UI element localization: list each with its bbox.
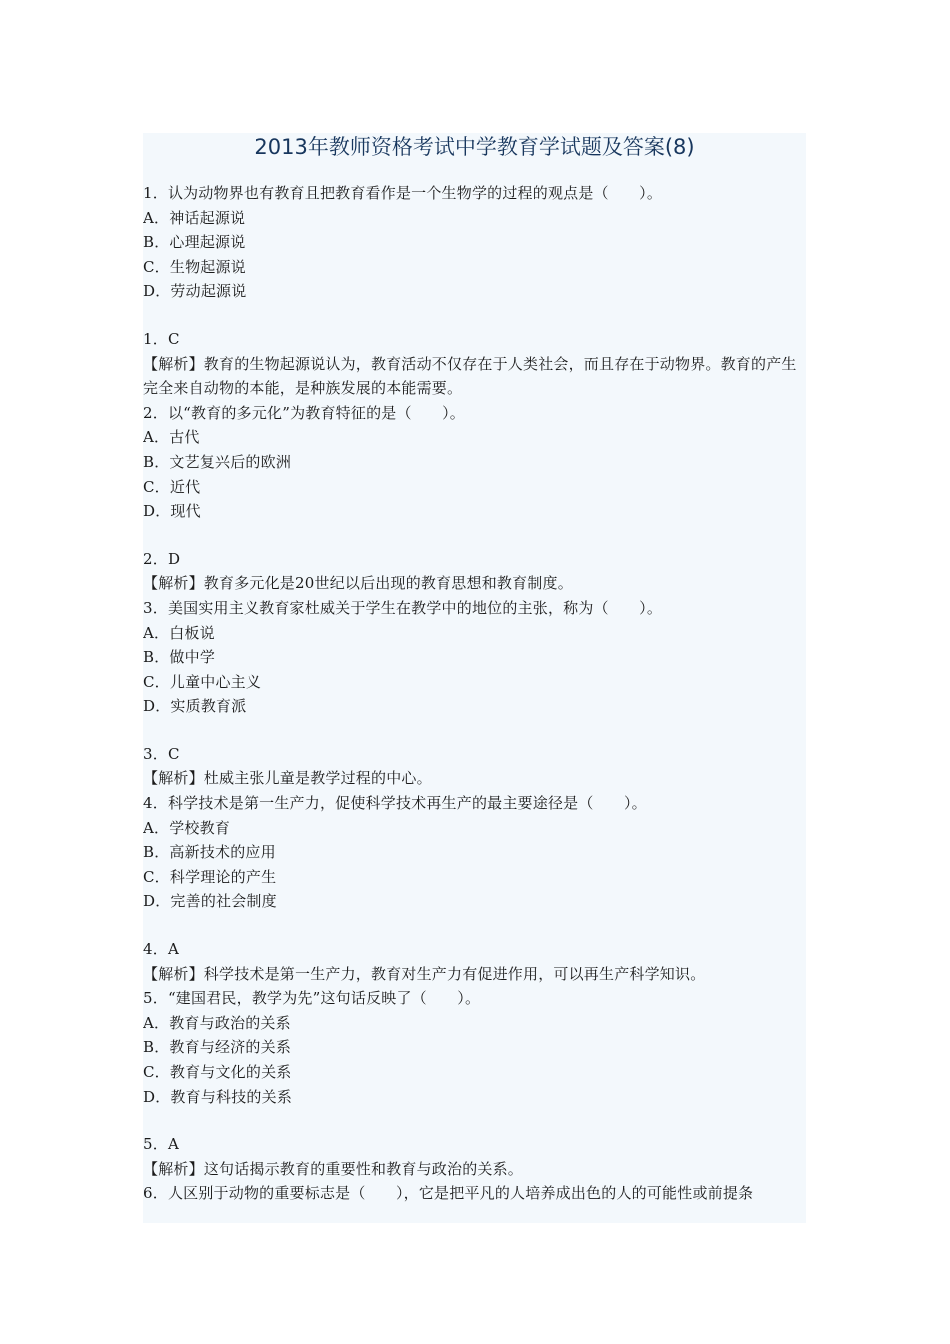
option-b: B．心理起源说 <box>143 233 246 252</box>
question-text: 1．认为动物界也有教育且把教育看作是一个生物学的过程的观点是（ ）。 <box>143 184 663 202</box>
question-text: 3．美国实用主义教育家杜威关于学生在教学中的地位的主张，称为（ ）。 <box>143 598 663 617</box>
option-b: B．做中学 <box>143 648 216 667</box>
document-body <box>143 181 806 1206</box>
option-a: A．学校教育 <box>143 818 231 837</box>
option-b: B．高新技术的应用 <box>143 843 276 862</box>
page-title: 2013年教师资格考试中学教育学试题及答案(8) <box>254 135 695 159</box>
option-d: D．教育与科技的关系 <box>143 1087 293 1106</box>
answer-text: 1．C <box>143 329 180 348</box>
question-block-4 <box>143 791 806 986</box>
analysis-text: 【解析】科学技术是第一生产力，教育对生产力有促进作用，可以再生产科学知识。 <box>143 964 706 983</box>
option-c: C．儿童中心主义 <box>143 672 262 691</box>
question-block-2 <box>143 401 806 596</box>
question-block-1 <box>143 181 806 401</box>
question-block-5 <box>143 986 806 1181</box>
answer-text: 4．A <box>143 940 179 959</box>
option-c: C．生物起源说 <box>143 257 246 276</box>
answer-text: 2．D <box>143 549 181 568</box>
analysis-text: 【解析】杜威主张儿童是教学过程的中心。 <box>143 769 432 788</box>
option-d: D．劳动起源说 <box>143 282 247 301</box>
analysis-text: 【解析】教育多元化是20世纪以后出现的教育思想和教育制度。 <box>143 574 573 593</box>
question-text: 2．以“教育的多元化”为教育特征的是（ ）。 <box>143 403 465 422</box>
option-b: B．教育与经济的关系 <box>143 1038 292 1057</box>
option-d: D．现代 <box>143 502 201 521</box>
option-a: A．白板说 <box>143 623 215 642</box>
question-text: 4．科学技术是第一生产力，促使科学技术再生产的最主要途径是（ ）。 <box>143 794 647 813</box>
option-a: A．古代 <box>143 428 200 447</box>
option-c: C．近代 <box>143 477 201 496</box>
analysis-text: 【解析】教育的生物起源说认为，教育活动不仅存在于人类社会，而且存在于动物界。教育的产生完全来自动物的本能，是种族发展的本能需要。 <box>143 354 797 398</box>
option-a: A．神话起源说 <box>143 208 246 227</box>
option-a: A．教育与政治的关系 <box>143 1013 291 1032</box>
answer-text: 3．C <box>143 744 180 763</box>
option-c: C．科学理论的产生 <box>143 867 277 886</box>
analysis-text: 【解析】这句话揭示教育的重要性和教育与政治的关系。 <box>143 1159 524 1178</box>
option-d: D．实质教育派 <box>143 697 247 716</box>
option-b: B．文艺复兴后的欧洲 <box>143 452 292 471</box>
question-block-3 <box>143 596 806 791</box>
question-text: 5．“建国君民，教学为先”这句话反映了（ ）。 <box>143 989 481 1008</box>
question-text-6: 6．人区别于动物的重要标志是（ ），它是把平凡的人培养成出色的人的可能性或前提条 <box>143 1184 754 1203</box>
answer-text: 5．A <box>143 1135 179 1154</box>
option-c: C．教育与文化的关系 <box>143 1063 292 1081</box>
option-d: D．完善的社会制度 <box>143 892 277 911</box>
